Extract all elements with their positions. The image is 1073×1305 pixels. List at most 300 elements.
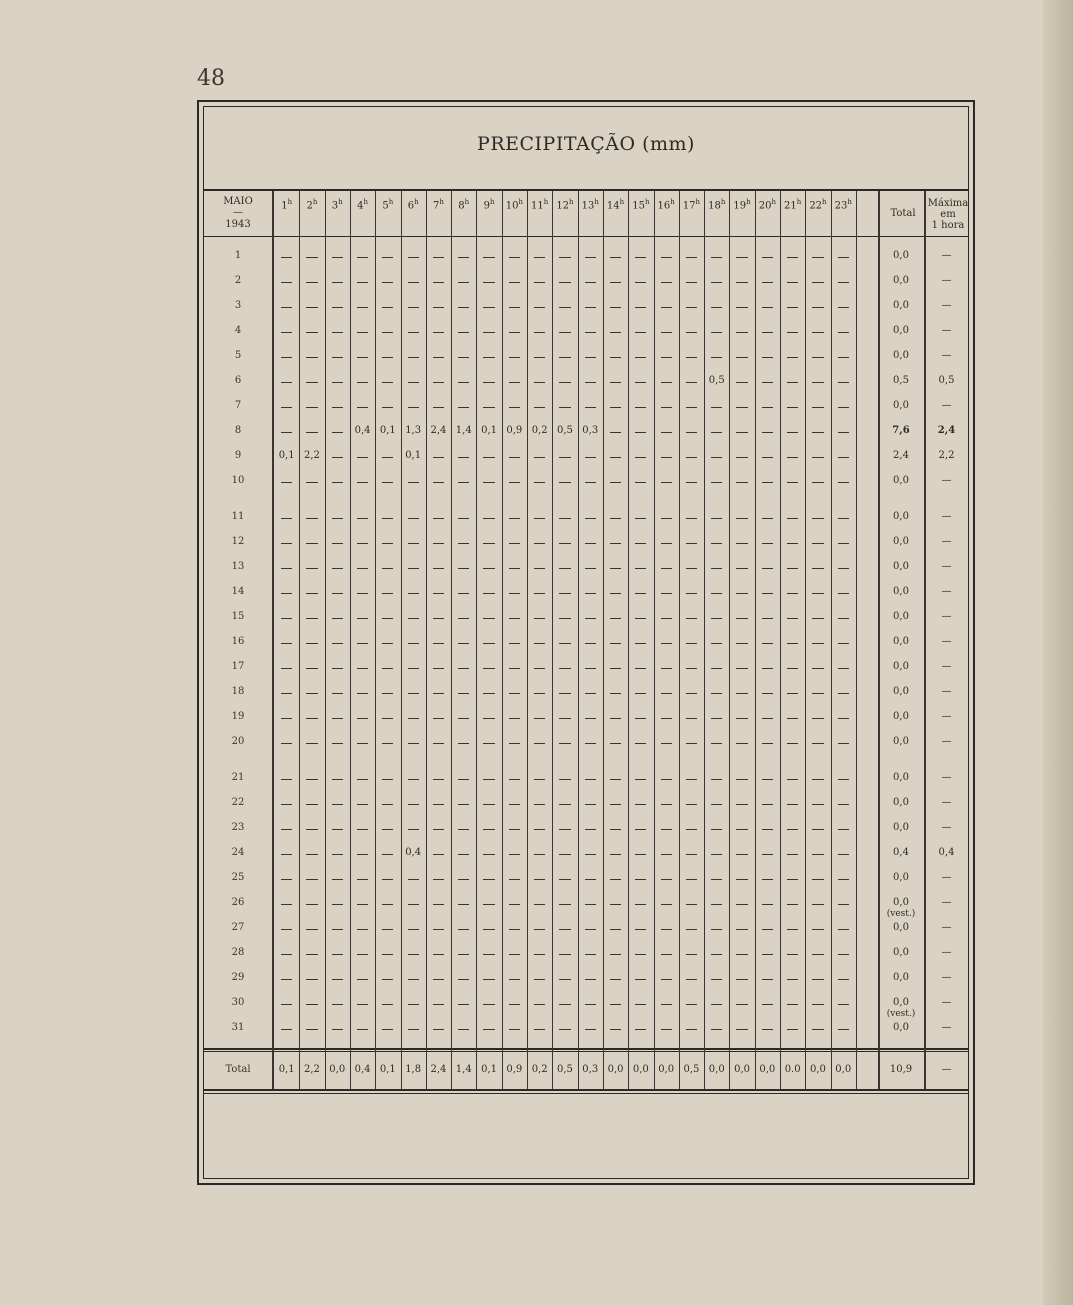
empty-hour-dash xyxy=(534,804,545,805)
column-divider xyxy=(729,191,730,1089)
column-divider xyxy=(299,191,300,1089)
empty-hour-dash xyxy=(787,407,798,408)
empty-hour-dash xyxy=(762,1004,773,1005)
empty-hour-dash xyxy=(306,879,317,880)
empty-hour-dash xyxy=(408,618,419,619)
row-total: 0,0 xyxy=(893,822,909,833)
empty-hour-dash xyxy=(686,668,697,669)
empty-hour-dash xyxy=(509,1029,520,1030)
empty-hour-dash xyxy=(736,568,747,569)
empty-hour-dash xyxy=(306,668,317,669)
empty-hour-dash xyxy=(812,593,823,594)
empty-hour-dash xyxy=(382,357,393,358)
empty-hour-dash xyxy=(534,543,545,544)
empty-hour-dash xyxy=(534,718,545,719)
empty-hour-dash xyxy=(306,854,317,855)
empty-hour-dash xyxy=(762,357,773,358)
empty-hour-dash xyxy=(787,482,798,483)
empty-hour-dash xyxy=(610,618,621,619)
empty-hour-dash xyxy=(686,457,697,458)
empty-hour-dash xyxy=(458,457,469,458)
empty-hour-dash xyxy=(458,929,469,930)
empty-hour-dash xyxy=(382,743,393,744)
empty-hour-dash xyxy=(787,929,798,930)
hour-label: 3$^h$ xyxy=(331,198,343,212)
empty-hour-dash xyxy=(458,382,469,383)
column-divider xyxy=(805,191,806,1089)
empty-hour-dash xyxy=(661,854,672,855)
hour-value: 1,3 xyxy=(405,425,422,436)
header-max-line3: 1 hora xyxy=(931,220,965,231)
empty-hour-dash xyxy=(332,482,343,483)
empty-hour-dash xyxy=(610,779,621,780)
header-max-line1: Máxima xyxy=(927,198,969,209)
empty-hour-dash xyxy=(382,954,393,955)
empty-hour-dash xyxy=(812,879,823,880)
row-total: 0,0 xyxy=(893,997,909,1008)
empty-hour-dash xyxy=(559,718,570,719)
empty-hour-dash xyxy=(787,1029,798,1030)
empty-hour-dash xyxy=(736,693,747,694)
day-number: 22 xyxy=(231,797,245,808)
empty-hour-dash xyxy=(281,904,292,905)
empty-hour-dash xyxy=(306,954,317,955)
empty-hour-dash xyxy=(433,829,444,830)
empty-hour-dash xyxy=(357,332,368,333)
totals-top-rule-2 xyxy=(204,1051,969,1052)
empty-hour-dash xyxy=(812,643,823,644)
empty-hour-dash xyxy=(736,643,747,644)
row-max-hour: — xyxy=(941,772,952,783)
empty-hour-dash xyxy=(357,643,368,644)
empty-hour-dash xyxy=(787,743,798,744)
hour-label: 13$^h$ xyxy=(581,198,599,212)
empty-hour-dash xyxy=(812,904,823,905)
empty-hour-dash xyxy=(661,282,672,283)
empty-hour-dash xyxy=(306,543,317,544)
empty-hour-dash xyxy=(433,643,444,644)
empty-hour-dash xyxy=(838,593,849,594)
empty-hour-dash xyxy=(382,257,393,258)
empty-hour-dash xyxy=(787,1004,798,1005)
empty-hour-dash xyxy=(357,1029,368,1030)
empty-hour-dash xyxy=(458,482,469,483)
empty-hour-dash xyxy=(736,904,747,905)
empty-hour-dash xyxy=(585,804,596,805)
empty-hour-dash xyxy=(559,457,570,458)
empty-hour-dash xyxy=(509,407,520,408)
empty-hour-dash xyxy=(306,518,317,519)
empty-hour-dash xyxy=(762,779,773,780)
empty-hour-dash xyxy=(281,518,292,519)
empty-hour-dash xyxy=(585,518,596,519)
totals-max: — xyxy=(941,1064,952,1075)
row-total: 0,0 xyxy=(893,661,909,672)
column-divider xyxy=(578,191,579,1089)
empty-hour-dash xyxy=(610,693,621,694)
row-max-hour: — xyxy=(941,325,952,336)
empty-hour-dash xyxy=(736,779,747,780)
empty-hour-dash xyxy=(585,457,596,458)
day-number: 27 xyxy=(231,922,245,933)
empty-hour-dash xyxy=(534,954,545,955)
empty-hour-dash xyxy=(559,693,570,694)
empty-hour-dash xyxy=(686,382,697,383)
empty-hour-dash xyxy=(711,543,722,544)
empty-hour-dash xyxy=(812,382,823,383)
totals-hour-value: 0,0 xyxy=(734,1064,750,1075)
empty-hour-dash xyxy=(382,904,393,905)
empty-hour-dash xyxy=(534,593,545,594)
totals-total: 10,9 xyxy=(889,1064,913,1075)
empty-hour-dash xyxy=(686,282,697,283)
empty-hour-dash xyxy=(787,332,798,333)
empty-hour-dash xyxy=(332,854,343,855)
empty-hour-dash xyxy=(711,407,722,408)
empty-hour-dash xyxy=(458,357,469,358)
empty-hour-dash xyxy=(534,1029,545,1030)
empty-hour-dash xyxy=(585,979,596,980)
empty-hour-dash xyxy=(661,718,672,719)
empty-hour-dash xyxy=(736,432,747,433)
empty-hour-dash xyxy=(787,518,798,519)
empty-hour-dash xyxy=(635,804,646,805)
empty-hour-dash xyxy=(458,307,469,308)
empty-hour-dash xyxy=(357,804,368,805)
empty-hour-dash xyxy=(686,518,697,519)
empty-hour-dash xyxy=(483,518,494,519)
row-total: 0,0 xyxy=(893,872,909,883)
empty-hour-dash xyxy=(357,1004,368,1005)
empty-hour-dash xyxy=(661,382,672,383)
empty-hour-dash xyxy=(483,307,494,308)
empty-hour-dash xyxy=(559,643,570,644)
day-number: 26 xyxy=(231,897,245,908)
empty-hour-dash xyxy=(382,593,393,594)
empty-hour-dash xyxy=(382,779,393,780)
empty-hour-dash xyxy=(382,718,393,719)
empty-hour-dash xyxy=(534,929,545,930)
empty-hour-dash xyxy=(408,929,419,930)
empty-hour-dash xyxy=(838,854,849,855)
empty-hour-dash xyxy=(382,979,393,980)
empty-hour-dash xyxy=(762,693,773,694)
empty-hour-dash xyxy=(306,779,317,780)
empty-hour-dash xyxy=(509,904,520,905)
row-total: 0,0 xyxy=(893,350,909,361)
empty-hour-dash xyxy=(585,718,596,719)
empty-hour-dash xyxy=(838,543,849,544)
header-bottom-rule xyxy=(204,236,969,237)
empty-hour-dash xyxy=(610,407,621,408)
row-total: 2,4 xyxy=(893,450,909,461)
empty-hour-dash xyxy=(610,718,621,719)
empty-hour-dash xyxy=(483,779,494,780)
empty-hour-dash xyxy=(483,407,494,408)
empty-hour-dash xyxy=(433,457,444,458)
empty-hour-dash xyxy=(585,568,596,569)
empty-hour-dash xyxy=(736,854,747,855)
empty-hour-dash xyxy=(585,357,596,358)
empty-hour-dash xyxy=(433,979,444,980)
empty-hour-dash xyxy=(711,954,722,955)
empty-hour-dash xyxy=(408,1004,419,1005)
empty-hour-dash xyxy=(686,929,697,930)
empty-hour-dash xyxy=(585,668,596,669)
empty-hour-dash xyxy=(787,954,798,955)
row-max-hour: — xyxy=(941,711,952,722)
empty-hour-dash xyxy=(306,357,317,358)
empty-hour-dash xyxy=(357,743,368,744)
empty-hour-dash xyxy=(585,618,596,619)
empty-hour-dash xyxy=(635,618,646,619)
empty-hour-dash xyxy=(332,1029,343,1030)
empty-hour-dash xyxy=(534,568,545,569)
empty-hour-dash xyxy=(483,693,494,694)
empty-hour-dash xyxy=(635,282,646,283)
row-total: 0,0 xyxy=(893,400,909,411)
hour-label: 7$^h$ xyxy=(433,198,444,212)
empty-hour-dash xyxy=(585,332,596,333)
empty-hour-dash xyxy=(686,1004,697,1005)
empty-hour-dash xyxy=(433,257,444,258)
hour-label: 17$^h$ xyxy=(682,198,701,212)
empty-hour-dash xyxy=(509,779,520,780)
empty-hour-dash xyxy=(433,568,444,569)
empty-hour-dash xyxy=(711,693,722,694)
empty-hour-dash xyxy=(585,407,596,408)
column-divider xyxy=(451,191,452,1089)
row-max-hour: — xyxy=(941,797,952,808)
row-max-hour: — xyxy=(941,872,952,883)
empty-hour-dash xyxy=(433,954,444,955)
column-divider xyxy=(654,191,655,1089)
empty-hour-dash xyxy=(736,743,747,744)
empty-hour-dash xyxy=(787,693,798,694)
empty-hour-dash xyxy=(534,518,545,519)
empty-hour-dash xyxy=(762,668,773,669)
empty-hour-dash xyxy=(635,668,646,669)
day-number: 14 xyxy=(231,586,245,597)
empty-hour-dash xyxy=(812,482,823,483)
empty-hour-dash xyxy=(559,407,570,408)
empty-hour-dash xyxy=(534,282,545,283)
empty-hour-dash xyxy=(332,979,343,980)
empty-hour-dash xyxy=(736,718,747,719)
empty-hour-dash xyxy=(332,518,343,519)
empty-hour-dash xyxy=(382,929,393,930)
empty-hour-dash xyxy=(509,979,520,980)
empty-hour-dash xyxy=(585,1004,596,1005)
empty-hour-dash xyxy=(686,743,697,744)
empty-hour-dash xyxy=(711,779,722,780)
empty-hour-dash xyxy=(736,879,747,880)
hour-label: 10$^h$ xyxy=(505,198,523,212)
empty-hour-dash xyxy=(509,618,520,619)
row-total: 0,0 xyxy=(893,922,909,933)
day-number: 24 xyxy=(231,847,245,858)
empty-hour-dash xyxy=(306,1004,317,1005)
empty-hour-dash xyxy=(509,643,520,644)
empty-hour-dash xyxy=(332,407,343,408)
day-number: 4 xyxy=(234,325,242,336)
empty-hour-dash xyxy=(686,693,697,694)
empty-hour-dash xyxy=(357,668,368,669)
empty-hour-dash xyxy=(433,718,444,719)
empty-hour-dash xyxy=(534,357,545,358)
day-number: 31 xyxy=(231,1022,245,1033)
empty-hour-dash xyxy=(357,779,368,780)
empty-hour-dash xyxy=(635,1004,646,1005)
empty-hour-dash xyxy=(408,643,419,644)
empty-hour-dash xyxy=(661,332,672,333)
empty-hour-dash xyxy=(635,1029,646,1030)
row-max-hour: — xyxy=(941,275,952,286)
empty-hour-dash xyxy=(762,382,773,383)
empty-hour-dash xyxy=(812,257,823,258)
empty-hour-dash xyxy=(838,282,849,283)
empty-hour-dash xyxy=(736,954,747,955)
empty-hour-dash xyxy=(559,257,570,258)
empty-hour-dash xyxy=(332,643,343,644)
empty-hour-dash xyxy=(762,829,773,830)
empty-hour-dash xyxy=(408,779,419,780)
totals-top-rule xyxy=(204,1048,969,1050)
empty-hour-dash xyxy=(686,568,697,569)
empty-hour-dash xyxy=(433,307,444,308)
column-divider xyxy=(272,191,274,1089)
empty-hour-dash xyxy=(838,643,849,644)
empty-hour-dash xyxy=(559,307,570,308)
empty-hour-dash xyxy=(332,432,343,433)
empty-hour-dash xyxy=(661,357,672,358)
empty-hour-dash xyxy=(787,779,798,780)
empty-hour-dash xyxy=(483,929,494,930)
empty-hour-dash xyxy=(635,482,646,483)
empty-hour-dash xyxy=(812,743,823,744)
empty-hour-dash xyxy=(736,257,747,258)
empty-hour-dash xyxy=(711,518,722,519)
empty-hour-dash xyxy=(635,332,646,333)
empty-hour-dash xyxy=(635,357,646,358)
empty-hour-dash xyxy=(585,879,596,880)
empty-hour-dash xyxy=(711,457,722,458)
empty-hour-dash xyxy=(812,618,823,619)
hour-label: 4$^h$ xyxy=(357,198,368,212)
empty-hour-dash xyxy=(483,543,494,544)
empty-hour-dash xyxy=(382,618,393,619)
empty-hour-dash xyxy=(509,743,520,744)
empty-hour-dash xyxy=(281,618,292,619)
empty-hour-dash xyxy=(787,382,798,383)
empty-hour-dash xyxy=(534,879,545,880)
empty-hour-dash xyxy=(661,568,672,569)
row-total: 0,0 xyxy=(893,797,909,808)
empty-hour-dash xyxy=(711,643,722,644)
column-divider xyxy=(755,191,756,1089)
empty-hour-dash xyxy=(635,718,646,719)
empty-hour-dash xyxy=(585,482,596,483)
column-divider xyxy=(679,191,680,1089)
empty-hour-dash xyxy=(408,332,419,333)
hour-label: 8$^h$ xyxy=(458,198,470,212)
day-number: 29 xyxy=(231,972,245,983)
empty-hour-dash xyxy=(812,307,823,308)
empty-hour-dash xyxy=(357,929,368,930)
empty-hour-dash xyxy=(357,382,368,383)
empty-hour-dash xyxy=(408,543,419,544)
empty-hour-dash xyxy=(686,593,697,594)
empty-hour-dash xyxy=(661,457,672,458)
empty-hour-dash xyxy=(711,979,722,980)
empty-hour-dash xyxy=(736,543,747,544)
empty-hour-dash xyxy=(559,979,570,980)
empty-hour-dash xyxy=(408,518,419,519)
empty-hour-dash xyxy=(559,543,570,544)
hour-label: 2$^h$ xyxy=(306,198,318,212)
empty-hour-dash xyxy=(635,307,646,308)
row-max-hour: — xyxy=(941,686,952,697)
empty-hour-dash xyxy=(762,257,773,258)
empty-hour-dash xyxy=(812,779,823,780)
empty-hour-dash xyxy=(711,854,722,855)
empty-hour-dash xyxy=(812,854,823,855)
empty-hour-dash xyxy=(635,854,646,855)
empty-hour-dash xyxy=(483,257,494,258)
empty-hour-dash xyxy=(736,618,747,619)
empty-hour-dash xyxy=(534,643,545,644)
column-divider xyxy=(628,191,629,1089)
empty-hour-dash xyxy=(357,257,368,258)
empty-hour-dash xyxy=(610,357,621,358)
empty-hour-dash xyxy=(559,618,570,619)
empty-hour-dash xyxy=(408,693,419,694)
empty-hour-dash xyxy=(736,407,747,408)
empty-hour-dash xyxy=(458,1029,469,1030)
empty-hour-dash xyxy=(281,1029,292,1030)
empty-hour-dash xyxy=(458,257,469,258)
header-max-line2: em xyxy=(940,209,956,220)
empty-hour-dash xyxy=(736,332,747,333)
totals-hour-value: 1,8 xyxy=(405,1064,422,1075)
empty-hour-dash xyxy=(585,643,596,644)
empty-hour-dash xyxy=(812,568,823,569)
empty-hour-dash xyxy=(610,568,621,569)
empty-hour-dash xyxy=(534,779,545,780)
empty-hour-dash xyxy=(281,482,292,483)
empty-hour-dash xyxy=(635,979,646,980)
empty-hour-dash xyxy=(686,854,697,855)
empty-hour-dash xyxy=(483,854,494,855)
empty-hour-dash xyxy=(762,543,773,544)
empty-hour-dash xyxy=(762,568,773,569)
empty-hour-dash xyxy=(661,954,672,955)
empty-hour-dash xyxy=(458,854,469,855)
empty-hour-dash xyxy=(458,693,469,694)
hour-label: 21$^h$ xyxy=(784,198,802,212)
empty-hour-dash xyxy=(661,257,672,258)
hour-label: 5$^h$ xyxy=(382,198,394,212)
empty-hour-dash xyxy=(812,543,823,544)
empty-hour-dash xyxy=(408,954,419,955)
empty-hour-dash xyxy=(306,282,317,283)
empty-hour-dash xyxy=(357,568,368,569)
empty-hour-dash xyxy=(812,282,823,283)
empty-hour-dash xyxy=(559,829,570,830)
empty-hour-dash xyxy=(281,743,292,744)
hour-label: 23$^h$ xyxy=(834,198,852,212)
empty-hour-dash xyxy=(408,668,419,669)
